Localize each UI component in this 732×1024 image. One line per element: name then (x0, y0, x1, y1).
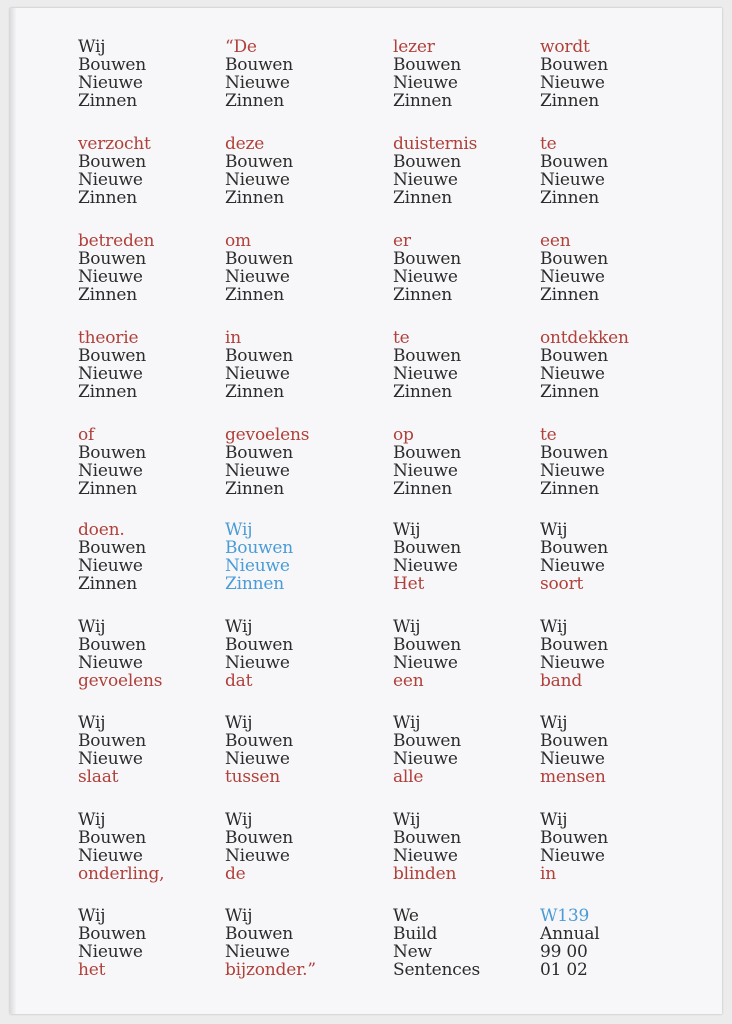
word-block (225, 907, 316, 979)
word-block (540, 232, 608, 304)
word-line: Nieuwe (78, 942, 143, 962)
word-line: Zinnen (225, 285, 284, 305)
word-block (78, 135, 151, 207)
word-line: Nieuwe (540, 170, 605, 190)
word-line: Zinnen (78, 574, 137, 594)
word-line: Nieuwe (540, 461, 605, 481)
word-line: Bouwen (225, 924, 294, 944)
word-line: ontdekken (540, 328, 629, 348)
word-line: Wij (393, 617, 421, 637)
word-line: Wij (78, 810, 106, 830)
word-line: slaat (78, 767, 119, 787)
word-line: Zinnen (540, 188, 599, 208)
word-line: New (393, 942, 432, 962)
word-line: Wij (78, 906, 106, 926)
word-line: Bouwen (393, 538, 462, 558)
word-line: Wij (225, 617, 253, 637)
word-block (540, 426, 608, 498)
word-block (78, 907, 146, 979)
word-line: soort (540, 574, 584, 594)
word-line: We (393, 906, 419, 926)
word-block (225, 811, 293, 883)
word-line: Nieuwe (540, 364, 605, 384)
word-line: Nieuwe (78, 749, 143, 769)
word-line: lezer (393, 37, 435, 57)
word-line: Het (393, 574, 425, 594)
word-line: duisternis (393, 134, 478, 154)
word-block (540, 907, 600, 979)
word-line: Bouwen (540, 249, 609, 269)
word-block (225, 329, 293, 401)
word-block (540, 135, 608, 207)
word-block (540, 38, 608, 110)
word-line: Bouwen (78, 635, 147, 655)
word-line: Nieuwe (393, 556, 458, 576)
word-line: Bouwen (78, 443, 147, 463)
word-line: Zinnen (540, 91, 599, 111)
word-line: Nieuwe (78, 461, 143, 481)
word-line: Zinnen (225, 91, 284, 111)
word-line: Zinnen (393, 91, 452, 111)
word-line: Bouwen (225, 55, 294, 75)
word-block (78, 38, 146, 110)
word-line: Wij (540, 617, 568, 637)
word-block (393, 618, 461, 690)
word-line: Bouwen (225, 731, 294, 751)
word-line: onderling, (78, 864, 165, 884)
word-line: Zinnen (540, 285, 599, 305)
word-line: Wij (78, 617, 106, 637)
word-line: Bouwen (225, 443, 294, 463)
word-block (78, 329, 146, 401)
word-line: band (540, 671, 583, 691)
word-line: gevoelens (78, 671, 163, 691)
word-line: Bouwen (225, 538, 294, 558)
word-line: Bouwen (78, 731, 147, 751)
word-line: Zinnen (78, 188, 137, 208)
word-line: Bouwen (540, 346, 609, 366)
word-block (393, 426, 461, 498)
word-line: Bouwen (540, 152, 609, 172)
word-block (225, 232, 293, 304)
word-line: te (393, 328, 410, 348)
word-line: Bouwen (540, 635, 609, 655)
word-line: Nieuwe (225, 170, 290, 190)
word-line: dat (225, 671, 253, 691)
word-line: in (540, 864, 556, 884)
word-block (540, 521, 608, 593)
word-line: Nieuwe (78, 73, 143, 93)
word-line: Zinnen (225, 382, 284, 402)
word-line: Bouwen (540, 538, 609, 558)
word-block (393, 907, 480, 979)
word-line: tussen (225, 767, 281, 787)
word-block (393, 714, 461, 786)
word-line: Zinnen (393, 382, 452, 402)
word-line: in (225, 328, 241, 348)
word-line: de (225, 864, 246, 884)
word-line: Nieuwe (393, 170, 458, 190)
word-line: Zinnen (78, 285, 137, 305)
word-line: Wij (540, 810, 568, 830)
word-line: Nieuwe (78, 267, 143, 287)
word-line: Nieuwe (225, 461, 290, 481)
word-line: Bouwen (393, 828, 462, 848)
word-line: Nieuwe (393, 73, 458, 93)
word-line: Bouwen (78, 828, 147, 848)
word-line: gevoelens (225, 425, 310, 445)
word-line: Bouwen (78, 346, 147, 366)
word-line: Nieuwe (540, 556, 605, 576)
word-line: Nieuwe (225, 749, 290, 769)
word-line: Nieuwe (225, 556, 290, 576)
word-line: Wij (540, 520, 568, 540)
word-line: Nieuwe (393, 749, 458, 769)
word-line: Zinnen (78, 479, 137, 499)
word-line: Bouwen (393, 152, 462, 172)
word-line: een (393, 671, 424, 691)
cover-spine-edge (10, 8, 16, 1014)
word-line: Nieuwe (225, 364, 290, 384)
word-line: of (78, 425, 95, 445)
word-line: Nieuwe (225, 846, 290, 866)
word-line: er (393, 231, 411, 251)
word-line: het (78, 960, 106, 980)
word-line: Nieuwe (540, 749, 605, 769)
word-block (225, 38, 293, 110)
word-line: Bouwen (393, 55, 462, 75)
word-line: Zinnen (78, 382, 137, 402)
word-line: Nieuwe (78, 170, 143, 190)
word-line: Bouwen (393, 731, 462, 751)
word-line: theorie (78, 328, 139, 348)
word-line: Nieuwe (393, 653, 458, 673)
word-block (393, 329, 461, 401)
word-block (393, 135, 477, 207)
word-line: Zinnen (225, 479, 284, 499)
word-line: Bouwen (78, 152, 147, 172)
word-block (393, 38, 461, 110)
word-line: Wij (393, 520, 421, 540)
word-line: Zinnen (393, 285, 452, 305)
word-line: op (393, 425, 414, 445)
word-block (225, 618, 293, 690)
word-line: Wij (225, 713, 253, 733)
word-block (78, 714, 146, 786)
word-line: om (225, 231, 251, 251)
word-line: Nieuwe (540, 267, 605, 287)
word-line: Nieuwe (393, 846, 458, 866)
word-line: Bouwen (540, 828, 609, 848)
word-block (78, 521, 146, 593)
word-line: Nieuwe (225, 267, 290, 287)
word-line: Zinnen (540, 479, 599, 499)
word-line: Nieuwe (78, 846, 143, 866)
word-line: Bouwen (225, 152, 294, 172)
word-line: Wij (225, 520, 253, 540)
word-line: Nieuwe (540, 846, 605, 866)
word-line: Nieuwe (393, 267, 458, 287)
word-line: mensen (540, 767, 606, 787)
word-line: Bouwen (540, 731, 609, 751)
word-line: 99 00 (540, 942, 588, 962)
word-line: Annual (540, 924, 600, 944)
word-block (540, 714, 608, 786)
word-line: Zinnen (540, 382, 599, 402)
word-line: Bouwen (225, 828, 294, 848)
word-block (225, 521, 293, 593)
word-block (540, 329, 629, 401)
word-line: deze (225, 134, 265, 154)
word-block (540, 811, 608, 883)
word-line: Bouwen (225, 346, 294, 366)
word-line: Nieuwe (393, 364, 458, 384)
word-line: 01 02 (540, 960, 588, 980)
word-line: Zinnen (78, 91, 137, 111)
word-line: te (540, 134, 557, 154)
word-line: alle (393, 767, 424, 787)
word-line: Wij (78, 713, 106, 733)
word-line: Bouwen (393, 443, 462, 463)
word-line: betreden (78, 231, 155, 251)
word-line: Bouwen (78, 55, 147, 75)
word-block (225, 426, 309, 498)
word-line: Bouwen (225, 249, 294, 269)
word-line: Nieuwe (225, 653, 290, 673)
word-line: Nieuwe (540, 653, 605, 673)
word-line: Build (393, 924, 438, 944)
word-line: Sentences (393, 960, 481, 980)
word-line: Wij (393, 810, 421, 830)
word-line: “De (225, 37, 257, 57)
word-block (78, 618, 162, 690)
word-line: Bouwen (393, 635, 462, 655)
word-line: Zinnen (225, 574, 284, 594)
word-line: Bouwen (78, 924, 147, 944)
word-line: Wij (225, 906, 253, 926)
word-line: W139 (540, 906, 590, 926)
word-line: Nieuwe (540, 73, 605, 93)
word-block (225, 714, 293, 786)
word-block (78, 232, 154, 304)
word-line: Zinnen (225, 188, 284, 208)
word-line: Wij (540, 713, 568, 733)
word-line: Nieuwe (78, 364, 143, 384)
word-line: Bouwen (393, 346, 462, 366)
word-line: Nieuwe (225, 942, 290, 962)
word-line: verzocht (78, 134, 151, 154)
word-line: wordt (540, 37, 590, 57)
word-line: Bouwen (78, 249, 147, 269)
word-block (225, 135, 293, 207)
word-line: Bouwen (393, 249, 462, 269)
word-line: Bouwen (78, 538, 147, 558)
word-line: Bouwen (540, 443, 609, 463)
word-line: te (540, 425, 557, 445)
word-block (393, 811, 461, 883)
word-line: Wij (393, 713, 421, 733)
word-line: Zinnen (393, 188, 452, 208)
word-block (393, 232, 461, 304)
word-block (393, 521, 461, 593)
word-line: Nieuwe (225, 73, 290, 93)
word-line: Bouwen (225, 635, 294, 655)
word-line: Wij (78, 37, 106, 57)
word-line: bijzonder.” (225, 960, 316, 980)
word-line: doen. (78, 520, 125, 540)
word-line: Zinnen (393, 479, 452, 499)
word-block (78, 811, 164, 883)
word-block (78, 426, 146, 498)
word-line: een (540, 231, 571, 251)
word-line: Wij (225, 810, 253, 830)
word-line: Bouwen (540, 55, 609, 75)
word-line: Nieuwe (393, 461, 458, 481)
word-line: blinden (393, 864, 457, 884)
word-block (540, 618, 608, 690)
word-line: Nieuwe (78, 653, 143, 673)
word-line: Nieuwe (78, 556, 143, 576)
